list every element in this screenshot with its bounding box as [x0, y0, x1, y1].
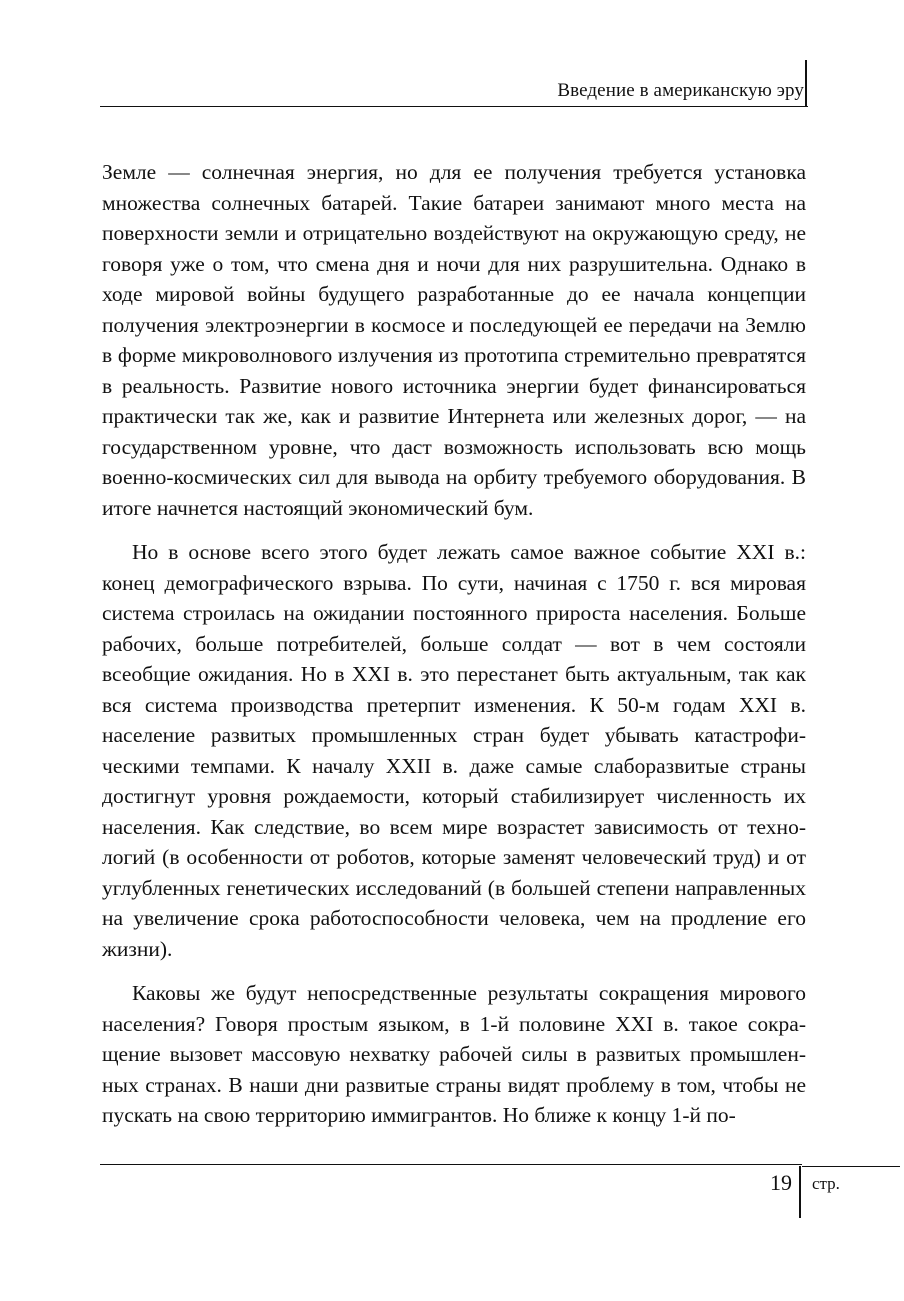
header-horizontal-rule [100, 106, 808, 107]
footer-horizontal-rule [100, 1164, 802, 1165]
page-number-suffix: стр. [812, 1174, 840, 1193]
page-number: 19 [770, 1170, 792, 1195]
footer-side-rule [802, 1166, 900, 1167]
footer-vertical-rule [799, 1166, 801, 1218]
running-header-title: Введение в американскую эру [557, 80, 804, 101]
paragraph-1: Земле — солнечная энергия, но для ее получения требуется установка множества солнечных батарей. Такие батареи занимают много места на поверхности земли и отрицательно воздействуют на окружающую среду, не говоря уже о том, что смена дня и ночи для них разрушительна. Однако в ходе мировой войны будущего разработанные до ее начала концепции получения электроэнергии в космосе и последующей ее передачи на Землю в форме микроволнового излучения из прототипа стремительно превратятся в реальность. Развитие нового источника энергии будет финансироваться практически так же, как и развитие Интернета или железных дорог, — на государственном уровне, что даст возможность использовать всю мощь военно-космических сил для вывода на орбиту требуемого оборудования. В итоге начнется настоящий экономический бум. [102, 160, 806, 520]
page-body [102, 157, 806, 1131]
header-vertical-rule [805, 60, 807, 107]
paragraph-3: Каковы же будут непосредственные результаты сокращения мирового населения? Говоря простым языком, в 1-й половине XXI в. такое сокращение вызовет массовую нехватку рабочей силы в развитых промышленных странах. В наши дни развитые страны видят проблему в том, чтобы не пускать на свою территорию иммигрантов. Но ближе к концу 1-й по- [102, 981, 806, 1127]
paragraph-2: Но в основе всего этого будет лежать самое важное событие XXI в.: конец демографического взрыва. По сути, начиная с 1750 г. вся мировая система строилась на ожидании постоянного прироста населения. Больше рабочих, больше потребителей, больше солдат — вот в чем состояли всеобщие ожидания. Но в XXI в. это перестанет быть актуальным, так как вся система производства претерпит изменения. К 50-м годам XXI в. население развитых промышленных стран будет убывать катастрофическими темпами. К началу XXII в. даже самые слаборазвитые страны достигнут уровня рождаемости, который стабилизирует численность их населения. Как следствие, во всем мире возрастет зависимость от технологий (в особенности от роботов, которые заменят человеческий труд) и от углубленных генетических исследований (в большей степени направленных на увеличение срока работоспособности человека, чем на продление его жизни). [102, 540, 806, 961]
